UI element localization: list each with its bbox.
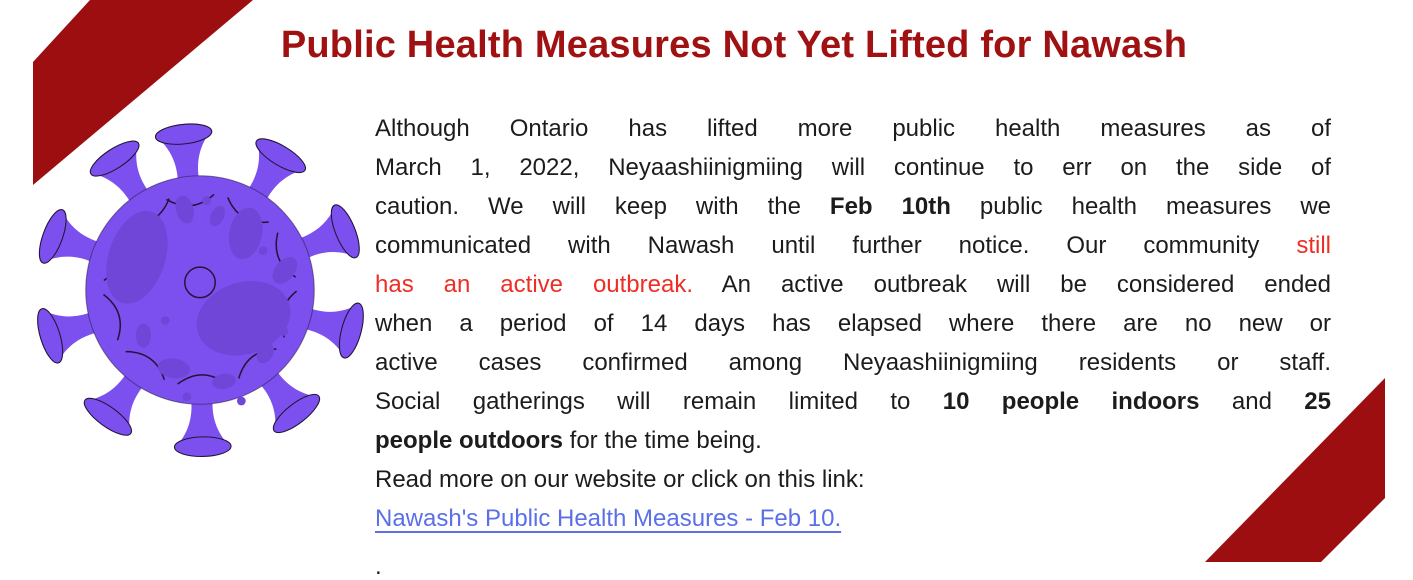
body-text-line: [375, 421, 1331, 460]
body-text-line: [375, 382, 1331, 421]
text-run: still: [1296, 232, 1331, 259]
text-run: Read more on our website or click on this link:: [375, 466, 865, 493]
text-run: for the time being.: [563, 427, 762, 454]
text-run: when a period of 14 days has elapsed where there are no new or: [375, 310, 1331, 337]
text-run: 10 people indoors: [942, 388, 1200, 415]
text-run: communicated with Nawash until further notice. Our community: [375, 232, 1297, 259]
text-run: An active outbreak will be considered ended: [693, 271, 1331, 298]
body-text-line: [375, 109, 1331, 148]
text-run: people outdoors: [375, 427, 563, 454]
text-run: 25: [1304, 388, 1331, 415]
text-run: has an active outbreak.: [375, 271, 694, 298]
public-health-measures-link[interactable]: Nawash's Public Health Measures - Feb 10.: [375, 505, 842, 532]
body-text-line: [375, 343, 1331, 382]
body-text-line: [375, 187, 1331, 226]
text-run: Although Ontario has lifted more public health measures as of: [375, 115, 1331, 142]
text-run: public health measures we: [950, 193, 1331, 220]
body-text: [375, 109, 1331, 580]
text-run: and: [1199, 388, 1305, 415]
text-run: Social gatherings will remain limited to: [375, 388, 943, 415]
text-run: March 1, 2022, Neyaashiinigmiing will continue to err on the side of: [375, 154, 1331, 181]
trailing-period: .: [375, 553, 382, 580]
body-text-line: [375, 460, 1331, 499]
body-paragraph: [375, 109, 1331, 499]
body-text-line: [375, 226, 1331, 265]
page-title: Public Health Measures Not Yet Lifted for Nawash: [280, 24, 1188, 66]
body-text-line: [375, 304, 1331, 343]
body-text-line: [375, 148, 1331, 187]
text-run: caution. We will keep with the: [375, 193, 830, 220]
text-run: active cases confirmed among Neyaashiinigmiing residents or staff.: [375, 349, 1331, 376]
text-run: Feb 10th: [829, 193, 951, 220]
virus-icon: [15, 105, 385, 475]
body-text-line: [375, 265, 1331, 304]
